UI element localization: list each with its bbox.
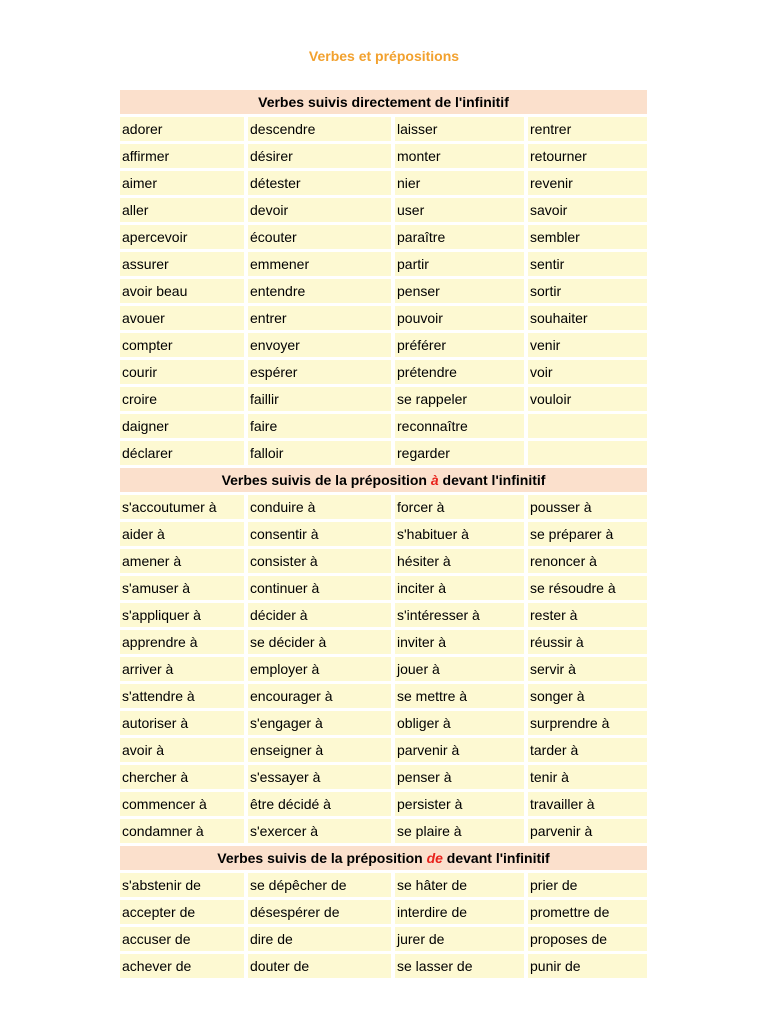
table-row bbox=[120, 387, 647, 411]
verb-cell: jurer de bbox=[395, 927, 524, 951]
verb-cell: espérer bbox=[248, 360, 391, 384]
verb-cell: assurer bbox=[120, 252, 244, 276]
verb-cell: faillir bbox=[248, 387, 391, 411]
verb-cell: courir bbox=[120, 360, 244, 384]
table-row bbox=[120, 225, 647, 249]
verb-cell: encourager à bbox=[248, 684, 391, 708]
verb-cell: se rappeler bbox=[395, 387, 524, 411]
verb-cell: se plaire à bbox=[395, 819, 524, 843]
verb-cell: daigner bbox=[120, 414, 244, 438]
verb-cell: promettre de bbox=[528, 900, 647, 924]
verb-cell: voir bbox=[528, 360, 647, 384]
table-row bbox=[120, 495, 647, 519]
verb-table bbox=[120, 90, 647, 981]
verb-cell: affirmer bbox=[120, 144, 244, 168]
verb-cell: persister à bbox=[395, 792, 524, 816]
verb-cell: venir bbox=[528, 333, 647, 357]
verb-cell: chercher à bbox=[120, 765, 244, 789]
table-row bbox=[120, 765, 647, 789]
verb-cell: jouer à bbox=[395, 657, 524, 681]
verb-cell: tarder à bbox=[528, 738, 647, 762]
verb-cell: retourner bbox=[528, 144, 647, 168]
verb-cell: inviter à bbox=[395, 630, 524, 654]
verb-cell: obliger à bbox=[395, 711, 524, 735]
verb-cell: parvenir à bbox=[395, 738, 524, 762]
verb-cell: s'amuser à bbox=[120, 576, 244, 600]
verb-cell: condamner à bbox=[120, 819, 244, 843]
verb-cell: dire de bbox=[248, 927, 391, 951]
section-header-preposition-a bbox=[120, 468, 647, 492]
verb-cell: se dépêcher de bbox=[248, 873, 391, 897]
verb-cell: penser à bbox=[395, 765, 524, 789]
verb-cell: envoyer bbox=[248, 333, 391, 357]
table-row bbox=[120, 576, 647, 600]
verb-cell: s'intéresser à bbox=[395, 603, 524, 627]
table-row bbox=[120, 927, 647, 951]
verb-cell: laisser bbox=[395, 117, 524, 141]
verb-cell: parvenir à bbox=[528, 819, 647, 843]
verb-cell: s'habituer à bbox=[395, 522, 524, 546]
verb-cell: pouvoir bbox=[395, 306, 524, 330]
table-row bbox=[120, 441, 647, 465]
verb-cell: servir à bbox=[528, 657, 647, 681]
verb-cell: s'essayer à bbox=[248, 765, 391, 789]
verb-cell: se décider à bbox=[248, 630, 391, 654]
table-row bbox=[120, 684, 647, 708]
verb-cell: apprendre à bbox=[120, 630, 244, 654]
verb-cell: savoir bbox=[528, 198, 647, 222]
verb-cell: préférer bbox=[395, 333, 524, 357]
verb-cell: penser bbox=[395, 279, 524, 303]
verb-cell: se hâter de bbox=[395, 873, 524, 897]
verb-cell: commencer à bbox=[120, 792, 244, 816]
verb-cell: sentir bbox=[528, 252, 647, 276]
table-row bbox=[120, 144, 647, 168]
verb-cell: pousser à bbox=[528, 495, 647, 519]
verb-cell: souhaiter bbox=[528, 306, 647, 330]
verb-cell: falloir bbox=[248, 441, 391, 465]
verb-cell: être décidé à bbox=[248, 792, 391, 816]
table-row bbox=[120, 657, 647, 681]
verb-cell: vouloir bbox=[528, 387, 647, 411]
verb-cell: rester à bbox=[528, 603, 647, 627]
verb-cell: emmener bbox=[248, 252, 391, 276]
verb-cell: punir de bbox=[528, 954, 647, 978]
verb-cell: sembler bbox=[528, 225, 647, 249]
table-row bbox=[120, 954, 647, 978]
verb-cell: revenir bbox=[528, 171, 647, 195]
verb-cell: s'exercer à bbox=[248, 819, 391, 843]
verb-cell: continuer à bbox=[248, 576, 391, 600]
verb-cell bbox=[528, 441, 647, 465]
table-row bbox=[120, 171, 647, 195]
section-header-preposition: de bbox=[426, 850, 443, 866]
verb-cell: renoncer à bbox=[528, 549, 647, 573]
verb-cell: arriver à bbox=[120, 657, 244, 681]
page-title: Verbes et prépositions bbox=[308, 48, 460, 64]
verb-cell: consister à bbox=[248, 549, 391, 573]
section-header-text-end: devant l'infinitif bbox=[442, 850, 550, 866]
verb-cell: travailler à bbox=[528, 792, 647, 816]
verb-cell: désirer bbox=[248, 144, 391, 168]
verb-cell: accuser de bbox=[120, 927, 244, 951]
section-header-text: Verbes suivis de la préposition bbox=[217, 850, 427, 866]
verb-cell: se mettre à bbox=[395, 684, 524, 708]
table-row bbox=[120, 360, 647, 384]
section-header-text: Verbes suivis directement de l'infinitif bbox=[258, 94, 509, 110]
verb-cell: croire bbox=[120, 387, 244, 411]
section-header-text: Verbes suivis de la préposition bbox=[221, 472, 431, 488]
verb-cell: aider à bbox=[120, 522, 244, 546]
verb-cell: songer à bbox=[528, 684, 647, 708]
verb-cell: sortir bbox=[528, 279, 647, 303]
table-row bbox=[120, 819, 647, 843]
verb-cell: interdire de bbox=[395, 900, 524, 924]
verb-cell: forcer à bbox=[395, 495, 524, 519]
verb-cell: entrer bbox=[248, 306, 391, 330]
verb-cell: apercevoir bbox=[120, 225, 244, 249]
verb-cell: accepter de bbox=[120, 900, 244, 924]
verb-cell: inciter à bbox=[395, 576, 524, 600]
verb-cell: se lasser de bbox=[395, 954, 524, 978]
table-row bbox=[120, 711, 647, 735]
verb-cell: désespérer de bbox=[248, 900, 391, 924]
verb-cell bbox=[528, 414, 647, 438]
verb-cell: s'appliquer à bbox=[120, 603, 244, 627]
verb-cell: avouer bbox=[120, 306, 244, 330]
section-header-preposition-de bbox=[120, 846, 647, 870]
verb-cell: monter bbox=[395, 144, 524, 168]
verb-cell: écouter bbox=[248, 225, 391, 249]
table-row bbox=[120, 630, 647, 654]
verb-cell: détester bbox=[248, 171, 391, 195]
table-row bbox=[120, 549, 647, 573]
verb-cell: prier de bbox=[528, 873, 647, 897]
verb-cell: prétendre bbox=[395, 360, 524, 384]
verb-cell: se résoudre à bbox=[528, 576, 647, 600]
verb-cell: aimer bbox=[120, 171, 244, 195]
verb-cell: enseigner à bbox=[248, 738, 391, 762]
verb-cell: s'accoutumer à bbox=[120, 495, 244, 519]
verb-cell: devoir bbox=[248, 198, 391, 222]
verb-cell: déclarer bbox=[120, 441, 244, 465]
verb-cell: avoir beau bbox=[120, 279, 244, 303]
verb-cell: faire bbox=[248, 414, 391, 438]
verb-cell: se préparer à bbox=[528, 522, 647, 546]
verb-cell: douter de bbox=[248, 954, 391, 978]
verb-cell: autoriser à bbox=[120, 711, 244, 735]
verb-cell: proposes de bbox=[528, 927, 647, 951]
verb-cell: partir bbox=[395, 252, 524, 276]
table-row bbox=[120, 306, 647, 330]
section-header-preposition: à bbox=[430, 472, 439, 488]
table-row bbox=[120, 198, 647, 222]
verb-cell: descendre bbox=[248, 117, 391, 141]
verb-cell: paraître bbox=[395, 225, 524, 249]
verb-cell: s'engager à bbox=[248, 711, 391, 735]
verb-cell: aller bbox=[120, 198, 244, 222]
table-row bbox=[120, 522, 647, 546]
table-row bbox=[120, 279, 647, 303]
verb-cell: employer à bbox=[248, 657, 391, 681]
table-row bbox=[120, 414, 647, 438]
table-row bbox=[120, 117, 647, 141]
verb-cell: nier bbox=[395, 171, 524, 195]
verb-cell: reconnaître bbox=[395, 414, 524, 438]
verb-cell: hésiter à bbox=[395, 549, 524, 573]
verb-cell: user bbox=[395, 198, 524, 222]
table-row bbox=[120, 900, 647, 924]
section-header-text-end: devant l'infinitif bbox=[438, 472, 546, 488]
verb-cell: avoir à bbox=[120, 738, 244, 762]
verb-cell: consentir à bbox=[248, 522, 391, 546]
verb-cell: regarder bbox=[395, 441, 524, 465]
verb-cell: compter bbox=[120, 333, 244, 357]
table-row bbox=[120, 333, 647, 357]
table-row bbox=[120, 873, 647, 897]
table-row bbox=[120, 252, 647, 276]
verb-cell: conduire à bbox=[248, 495, 391, 519]
table-row bbox=[120, 792, 647, 816]
verb-cell: réussir à bbox=[528, 630, 647, 654]
verb-cell: tenir à bbox=[528, 765, 647, 789]
verb-cell: adorer bbox=[120, 117, 244, 141]
table-row bbox=[120, 603, 647, 627]
verb-cell: s'abstenir de bbox=[120, 873, 244, 897]
verb-cell: décider à bbox=[248, 603, 391, 627]
verb-cell: surprendre à bbox=[528, 711, 647, 735]
table-row bbox=[120, 738, 647, 762]
verb-cell: entendre bbox=[248, 279, 391, 303]
verb-cell: s'attendre à bbox=[120, 684, 244, 708]
verb-cell: rentrer bbox=[528, 117, 647, 141]
section-header-direct bbox=[120, 90, 647, 114]
verb-cell: achever de bbox=[120, 954, 244, 978]
verb-cell: amener à bbox=[120, 549, 244, 573]
